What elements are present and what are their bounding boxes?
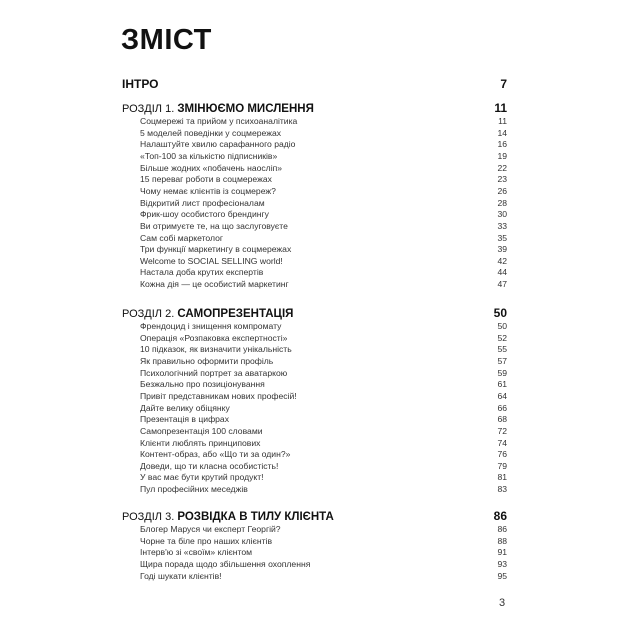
toc-item[interactable]	[140, 221, 507, 231]
toc-item-label: Доведи, що ти класна особистість!	[140, 460, 279, 471]
toc-item-label: Чому немає клієнтів із соцмереж?	[140, 185, 276, 196]
page-number: 3	[499, 597, 506, 609]
toc-item-label: Кожна дія — це особистий маркетинг	[140, 279, 289, 290]
toc-item-page: 35	[497, 232, 507, 243]
chapter-title	[122, 308, 293, 320]
toc-item-page: 66	[497, 402, 507, 413]
chapter-prefix: РОЗДІЛ 2.	[122, 308, 175, 320]
toc-item-page: 19	[497, 150, 507, 161]
toc-item-page: 50	[497, 321, 507, 331]
toc-chapter-2[interactable]	[122, 306, 507, 320]
toc-item-label: Самопрезентація 100 словами	[140, 425, 263, 436]
toc-item-page: 95	[497, 570, 507, 581]
toc-item-page: 11	[498, 116, 507, 126]
toc-item-label: Інтерв'ю зі «своїм» клієнтом	[140, 547, 253, 558]
toc-item-label: Соцмережі та прийом у психоаналітика	[140, 116, 298, 126]
toc-item-label: 5 моделей поведінки у соцмережах	[140, 127, 282, 138]
chapter-name: РОЗВІДКА В ТИЛУ КЛІЄНТА	[177, 511, 334, 523]
toc-intro-label: ІНТРО	[122, 77, 159, 91]
toc-item-page: 93	[497, 558, 507, 569]
toc-item[interactable]	[140, 279, 507, 289]
toc-item-page: 91	[497, 547, 507, 558]
toc-item[interactable]	[140, 209, 507, 219]
toc-item-label: Сам собі маркетолог	[140, 232, 224, 243]
toc-item[interactable]	[140, 244, 507, 254]
toc-item-label: Налаштуйте хвилю сарафанного радіо	[140, 139, 296, 150]
chapter-page: 86	[493, 509, 507, 523]
toc-item[interactable]	[140, 414, 507, 424]
toc-item-label: Відкритий лист професіоналам	[140, 197, 265, 208]
toc-item-page: 86	[497, 524, 507, 534]
toc-item-page: 26	[497, 185, 507, 196]
chapter-page: 11	[494, 101, 507, 115]
chapter-prefix: РОЗДІЛ 3.	[122, 511, 175, 523]
toc-item-label: Три функції маркетингу в соцмережах	[140, 244, 292, 255]
toc-item-label: Дайте велику обіцянку	[140, 402, 230, 413]
toc-item[interactable]	[140, 344, 507, 354]
toc-item-label: У вас має бути крутий продукт!	[140, 472, 264, 483]
toc-item-label: Психологічний портрет за аватаркою	[140, 367, 288, 378]
toc-item[interactable]	[140, 379, 507, 389]
toc-item-page: 44	[497, 267, 507, 278]
toc-item[interactable]	[140, 536, 507, 546]
toc-item[interactable]	[140, 174, 507, 184]
toc-item[interactable]	[140, 426, 507, 436]
chapter-title	[122, 511, 334, 523]
toc-item[interactable]	[140, 333, 507, 343]
toc-item-label: Презентація в цифрах	[140, 414, 230, 425]
chapter-name: ЗМІНЮЄМО МИСЛЕННЯ	[177, 103, 314, 115]
toc-item-page: 74	[497, 437, 507, 448]
toc-item[interactable]	[140, 368, 507, 378]
toc-item-page: 83	[497, 484, 507, 495]
toc-item-page: 22	[497, 162, 507, 173]
toc-item[interactable]	[140, 151, 507, 161]
toc-item-page: 79	[497, 460, 507, 471]
page-title: ЗМІСТ	[121, 24, 212, 56]
toc-item-page: 52	[497, 332, 507, 343]
toc-item-label: «Топ-100 за кількістю підписників»	[140, 150, 278, 161]
toc-item-label: Привіт представникам нових професій!	[140, 390, 297, 401]
toc-item[interactable]	[140, 198, 507, 208]
toc-item[interactable]	[140, 233, 507, 243]
toc-item-page: 30	[497, 209, 507, 220]
toc-item[interactable]	[140, 449, 507, 459]
toc-item-label: Безжально про позиціонування	[140, 379, 265, 390]
chapter-name: САМОПРЕЗЕНТАЦІЯ	[177, 308, 294, 320]
toc-item-label: Welcome to SOCIAL SELLING world!	[140, 255, 283, 266]
toc-item-page: 14	[497, 127, 507, 138]
toc-item-page: 59	[497, 367, 507, 378]
toc-item[interactable]	[140, 128, 507, 138]
toc-item-page: 61	[497, 379, 507, 390]
toc-item[interactable]	[140, 524, 507, 534]
toc-item-label: Настала доба крутих експертів	[140, 267, 264, 278]
toc-item[interactable]	[140, 403, 507, 413]
toc-item-label: Контент-образ, або «Що ти за один?»	[140, 449, 291, 460]
toc-chapter-1[interactable]	[122, 101, 507, 115]
toc-item-page: 47	[497, 279, 507, 290]
toc-item-page: 42	[497, 255, 507, 266]
toc-item-page: 55	[497, 344, 507, 355]
toc-item-label: Ви отримуєте те, на що заслуговуєте	[140, 220, 288, 231]
toc-item-label: Операція «Розпаковка експертності»	[140, 332, 288, 343]
toc-item-label: Фрик-шоу особистого брендингу	[140, 209, 269, 220]
toc-item-label: Годі шукати клієнтів!	[140, 570, 222, 581]
toc-item[interactable]	[140, 484, 507, 494]
toc-item[interactable]	[140, 163, 507, 173]
toc-item[interactable]	[140, 571, 507, 581]
toc-item-page: 28	[497, 197, 507, 208]
toc-item[interactable]	[140, 391, 507, 401]
toc-item-page: 16	[497, 139, 507, 150]
toc-item-label: Клієнти люблять принципових	[140, 437, 261, 448]
toc-item[interactable]	[140, 267, 507, 277]
toc-item[interactable]	[140, 438, 507, 448]
toc-item-label: Щира порада щодо збільшення охоплення	[140, 558, 311, 569]
toc-item[interactable]	[140, 547, 507, 557]
toc-item[interactable]	[140, 186, 507, 196]
toc-item-label: 10 підказок, як визначити унікальність	[140, 344, 292, 355]
toc-item[interactable]	[140, 116, 507, 126]
toc-item-label: Чорне та біле про наших клієнтів	[140, 535, 273, 546]
toc-item[interactable]	[140, 356, 507, 366]
toc-item-page: 57	[497, 355, 507, 366]
toc-item-label: 15 переваг роботи в соцмережах	[140, 174, 272, 185]
toc-intro[interactable]	[122, 77, 507, 91]
toc-intro-page: 7	[500, 77, 507, 91]
toc-item-label: Пул професійних меседжів	[140, 484, 248, 495]
toc-item-page: 64	[497, 390, 507, 401]
toc-item-page: 72	[497, 425, 507, 436]
toc-item-page: 39	[497, 244, 507, 255]
toc-item-label: Френдоцид і знищення компромату	[140, 321, 282, 331]
toc-item[interactable]	[140, 461, 507, 471]
toc-item[interactable]	[140, 256, 507, 266]
toc-item-page: 76	[497, 449, 507, 460]
toc-item[interactable]	[140, 559, 507, 569]
toc-chapter-3[interactable]	[122, 509, 507, 523]
chapter-prefix: РОЗДІЛ 1.	[122, 103, 175, 115]
toc-item-label: Більше жодних «побачень наосліп»	[140, 162, 283, 173]
toc-item-page: 81	[497, 472, 507, 483]
toc-item-label: Блогер Маруся чи експерт Георгій?	[140, 524, 281, 534]
chapter-title	[122, 103, 314, 115]
toc-item-page: 33	[497, 220, 507, 231]
toc-item-label: Як правильно оформити профіль	[140, 355, 274, 366]
toc-item-page: 88	[497, 535, 507, 546]
toc-item[interactable]	[140, 139, 507, 149]
toc-item[interactable]	[140, 321, 507, 331]
toc-item[interactable]	[140, 472, 507, 482]
toc-item-page: 23	[497, 174, 507, 185]
chapter-page: 50	[493, 306, 507, 320]
toc-item-page: 68	[497, 414, 507, 425]
